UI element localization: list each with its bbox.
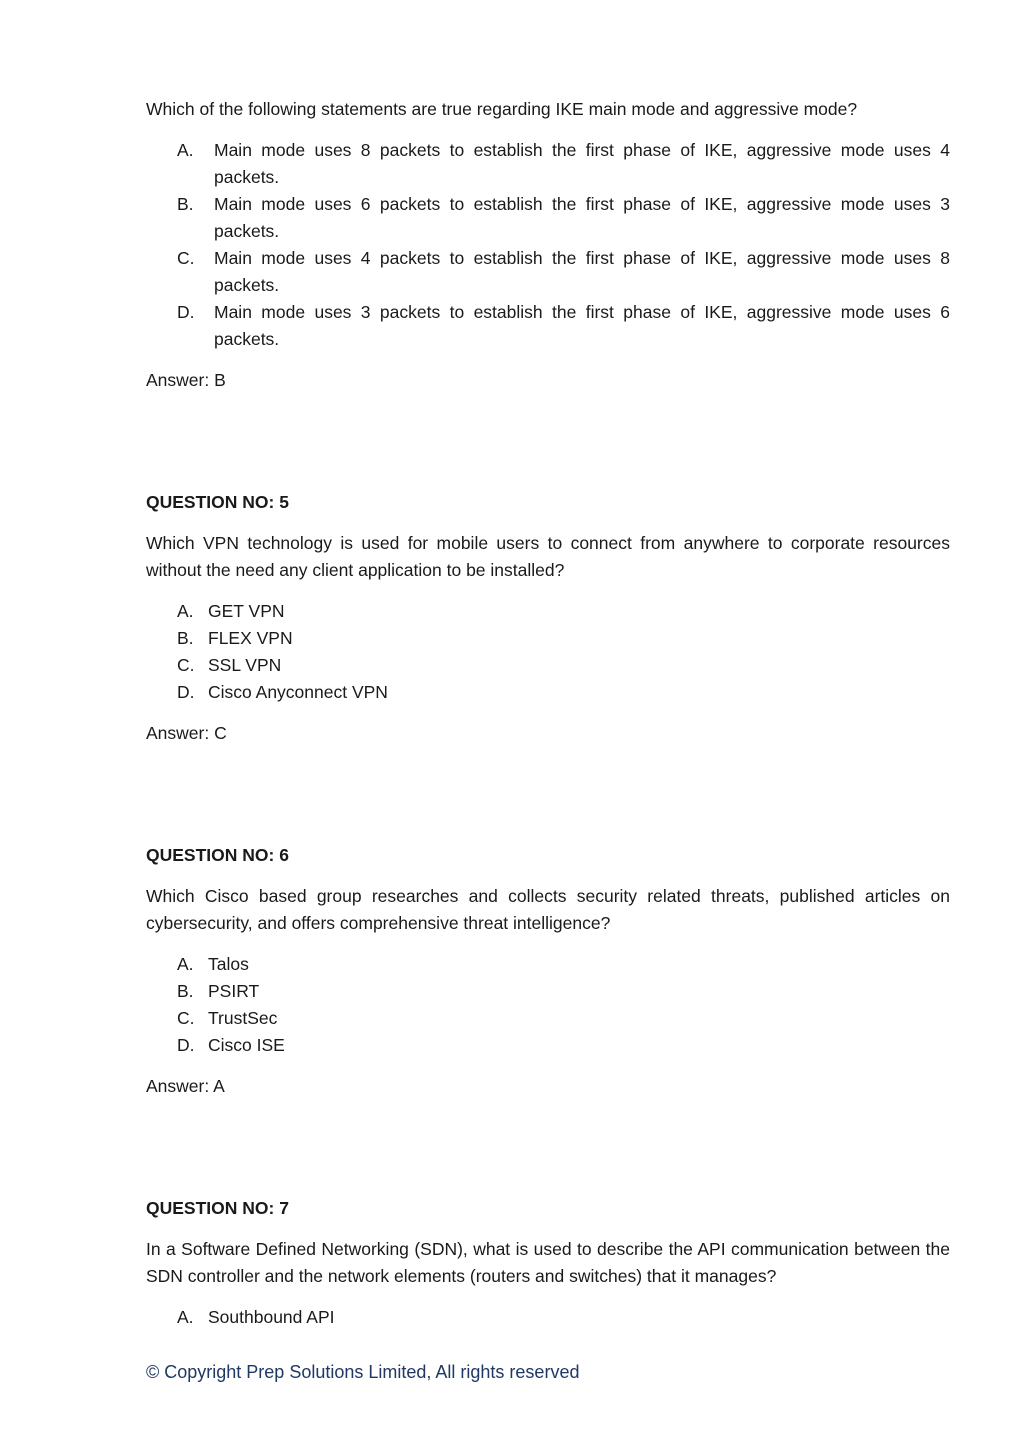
option-text: Talos (208, 954, 249, 974)
option-item (146, 1304, 950, 1331)
option-item (146, 598, 950, 625)
option-letter: D. (177, 302, 195, 322)
option-item (146, 951, 950, 978)
option-letter: D. (177, 1035, 195, 1055)
option-letter: D. (177, 682, 195, 702)
option-text: Main mode uses 3 packets to establish the first phase of IKE, aggressive mode uses 6 packets. (214, 302, 950, 349)
option-text: Cisco Anyconnect VPN (208, 682, 388, 702)
option-letter: C. (177, 1008, 195, 1028)
question-5-answer: Answer: C (146, 723, 227, 743)
option-item (146, 1005, 950, 1032)
option-text: Main mode uses 8 packets to establish the first phase of IKE, aggressive mode uses 4 packets. (214, 140, 950, 187)
option-item (146, 1032, 950, 1059)
question-6-stem: Which Cisco based group researches and collects security related threats, published articles on cybersecurity, and offers comprehensive threat intelligence? (146, 886, 950, 933)
question-5-heading: QUESTION NO: 5 (146, 492, 289, 512)
question-5-options (146, 598, 950, 706)
question-6-heading: QUESTION NO: 6 (146, 845, 289, 865)
question-4-options (146, 137, 950, 353)
question-6-answer: Answer: A (146, 1076, 225, 1096)
option-item (146, 137, 950, 191)
option-item (146, 191, 950, 245)
spacer (146, 1100, 950, 1195)
option-text: FLEX VPN (208, 628, 293, 648)
option-letter: A. (177, 140, 194, 160)
option-item (146, 978, 950, 1005)
question-5 (146, 489, 950, 747)
option-text: SSL VPN (208, 655, 282, 675)
option-letter: A. (177, 1307, 194, 1327)
question-4-stem: Which of the following statements are true regarding IKE main mode and aggressive mode? (146, 99, 858, 119)
spacer (146, 747, 950, 842)
option-text: Cisco ISE (208, 1035, 285, 1055)
option-item (146, 299, 950, 353)
option-letter: A. (177, 954, 194, 974)
question-4 (146, 96, 950, 394)
option-letter: C. (177, 248, 195, 268)
option-text: PSIRT (208, 981, 260, 1001)
option-letter: C. (177, 655, 195, 675)
question-6-options (146, 951, 950, 1059)
document-page (146, 96, 950, 1331)
question-6 (146, 842, 950, 1100)
option-item (146, 245, 950, 299)
option-letter: B. (177, 628, 194, 648)
question-7-heading: QUESTION NO: 7 (146, 1198, 289, 1218)
spacer (146, 394, 950, 489)
question-7 (146, 1195, 950, 1331)
option-text: GET VPN (208, 601, 285, 621)
question-4-answer: Answer: B (146, 370, 226, 390)
option-text: TrustSec (208, 1008, 278, 1028)
option-text: Main mode uses 6 packets to establish the first phase of IKE, aggressive mode uses 3 packets. (214, 194, 950, 241)
copyright-footer: © Copyright Prep Solutions Limited, All rights reserved (146, 1362, 580, 1382)
option-item (146, 625, 950, 652)
option-item (146, 652, 950, 679)
option-text: Southbound API (208, 1307, 335, 1327)
option-letter: B. (177, 981, 194, 1001)
option-letter: B. (177, 194, 194, 214)
question-7-stem: In a Software Defined Networking (SDN), what is used to describe the API communication between the SDN controller and the network elements (routers and switches) that it manages? (146, 1239, 950, 1286)
option-text: Main mode uses 4 packets to establish the first phase of IKE, aggressive mode uses 8 packets. (214, 248, 950, 295)
question-5-stem: Which VPN technology is used for mobile users to connect from anywhere to corporate resources without the need any client application to be installed? (146, 533, 950, 580)
option-item (146, 679, 950, 706)
question-7-options (146, 1304, 950, 1331)
option-letter: A. (177, 601, 194, 621)
